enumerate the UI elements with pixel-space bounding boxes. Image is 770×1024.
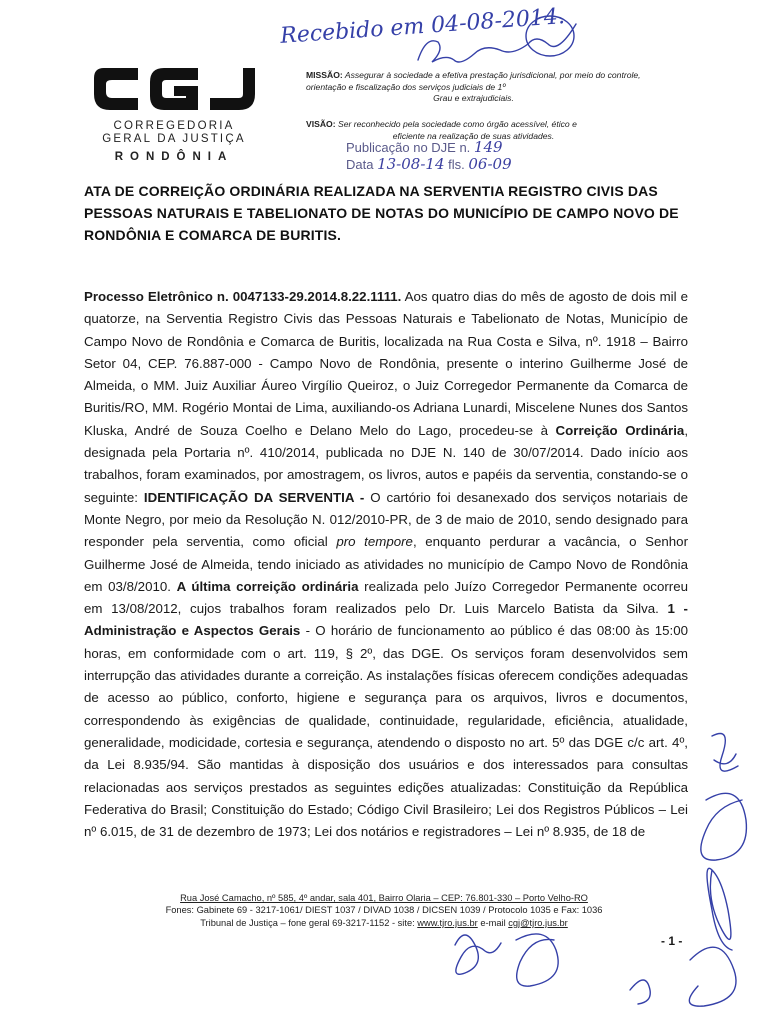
identificacao-heading: IDENTIFICAÇÃO DA SERVENTIA - [143,489,365,505]
bottom-signature-1 [455,935,501,974]
body-text-c: O cartório foi desanexado dos serviços notariais de Monte Negro, por meio da Resolução N. 012/2010-PR, de 3 de maio de 2010, sendo designado para responder pela serventia, como oficial [84,489,688,550]
handwritten-receipt-note: Recebido em 04-08-2014. [279,4,566,49]
stamp-date-value: 13-08-14 [377,155,445,173]
mission-statement [306,70,641,105]
stamp-fls-value: 06-09 [468,155,512,173]
vision-text-1: Ser reconhecido pela sociedade como órgão acessível, ético e [338,119,577,129]
cgj-logo [92,64,257,114]
vision-label: VISÃO: [306,119,336,129]
process-number: Processo Eletrônico n. 0047133-29.2014.8.22.1111. [84,289,402,304]
bottom-signature-2 [516,934,558,986]
stamp-pub-label: Publicação no DJE n. [346,140,471,155]
ultima-correicao: A última correição ordinária [176,578,359,594]
document-body [84,286,688,843]
pro-tempore: pro tempore [336,534,413,550]
org-line-1: CORREGEDORIA [113,120,235,132]
body-text-d: , enquanto perdurar a vacância, o Senhor Guilherme José de Almeida, tendo iniciado as atividades no município de Campo Novo de Rondônia em 03/8/2010. [84,534,688,594]
margin-initial-3 [707,868,732,950]
margin-initial-4 [689,947,736,1006]
org-line-2: GERAL DA JUSTIÇA [102,133,246,145]
footer-phones: Fones: Gabinete 69 - 3217-1061/ DIEST 1037 / DIVAD 1038 / DICSEN 1039 / Protocolo 1035 e Fax: 1036 [165,905,603,916]
page-footer [84,892,684,929]
margin-initial-1 [712,734,738,772]
page-number: - 1 - [661,934,683,948]
bottom-signature-3 [630,980,650,1004]
organization-name [84,120,264,166]
body-text-b: , designada pela Portaria nº. 410/2014, publicada no DJE N. 140 de 30/07/2014. Dado início aos trabalhos, foram examinados, por amostragem, os livros, autos e papéis da serventia, constando-se o seguinte: [84,422,689,505]
org-line-3: RONDÔNIA [114,151,234,163]
document-title: ATA DE CORREIÇÃO ORDINÁRIA REALIZADA NA SERVENTIA REGISTRO CIVIS DAS PESSOAS NATURAIS E TABELIONATO DE NOTAS DO MUNICÍPIO DE CAMPO NOVO DE RONDÔNIA E COMARCA DE BURITIS. [84,183,679,243]
stamp-pub-value: 149 [473,138,503,156]
footer-contact [84,917,684,929]
body-text-a: Aos quatro dias do mês de agosto de dois mil e quatorze, na Serventia Registro Civis das Pessoas Naturais e Tabelionato de Notas, Município de Campo Novo de Rondônia e Comarca de Buritis, localizada na Rua Costa e Silva, nº. 1918 – Bairro Setor 04, CEP. 76.887-000 - Campo Novo de Rondônia, presente o interino Guilherme José de Almeida, o MM. Juiz Auxiliar Áureo Virgílio Queiroz, o Juiz Corregedor Permanente da Comarca de Buritis/RO, MM. Rogério Montai de Lima, auxiliando-os Adriana Lunardi, Miscelene Nunes dos Santos Kluska, André de Souza Coelho e Delano Melo do Lago, procedeu-se à [84,289,688,438]
mission-text-1: Assegurar à sociedade a efetiva prestação jurisdicional, por [344,70,573,80]
section-1-heading: 1 - Administração e Aspectos Gerais [84,601,688,639]
mission-text-2: meio do controle, orientação e fiscalização dos serviços judiciais de 1º [306,70,641,92]
footer-contact-text-b: e-mail [477,917,509,928]
footer-contact-text-a: Tribunal de Justiça – fone geral 69-3217-1152 - site: [200,917,418,928]
stamp-fls-label: fls. [448,157,465,172]
margin-initial-2 [701,793,747,860]
body-text-f: - O horário de funcionamento ao público é das 08:00 às 15:00 horas, em conformidade com o art. 119, § 2º, das DGE. Os serviços foram desenvolvidos sem interrupção das atividades durante a correição. As instalações físicas oferecem condições adequadas de acesso ao público, conforto, higiene e segurança para os arquivos, livros e documentos, correspondendo às exigências de qualidade, continuidade, regularidade, eficiência, atualidade, generalidade, modicidade, cortesia e segurança, atendendo o disposto no art. 5º das DGE c/c art. 4º, da Lei 8.935/94. São mantidas à disposição dos usuários e dos interessados para consultas relacionadas aos serviços prestados as seguintes edições atualizadas: Constituição da República Federativa do Brasil; Constituição do Estado; Código Civil Brasileiro; Lei dos Registros Públicos – Lei nº 6.015, de 31 de dezembro de 1973; Lei dos notários e registradores – Lei nº 8.935, de 18 de [84,623,688,840]
footer-email-link[interactable]: cgj@tjro.jus.br [508,917,568,928]
stamp-date-label: Data [346,157,374,172]
correicao-ordinaria: Correição Ordinária [555,422,685,438]
vision-text-2: eficiente na realização de suas atividades. [392,130,555,141]
footer-address: Rua José Camacho, nº 585, 4º andar, sala 401, Bairro Olaria – CEP: 76.801-330 – Porto Velho-RO [180,893,588,903]
mission-label: MISSÃO: [306,70,343,80]
footer-site-link[interactable]: www.tjro.jus.br [417,917,478,928]
mission-text-3: Grau e extrajudiciais. [433,93,514,103]
body-text-e: realizada pelo Juízo Corregedor Permanente ocorreu em 13/08/2012, cujos trabalhos foram realizados pelo Dr. Luis Marcelo Batista da Silva. [84,578,688,617]
publication-stamp [346,139,512,173]
